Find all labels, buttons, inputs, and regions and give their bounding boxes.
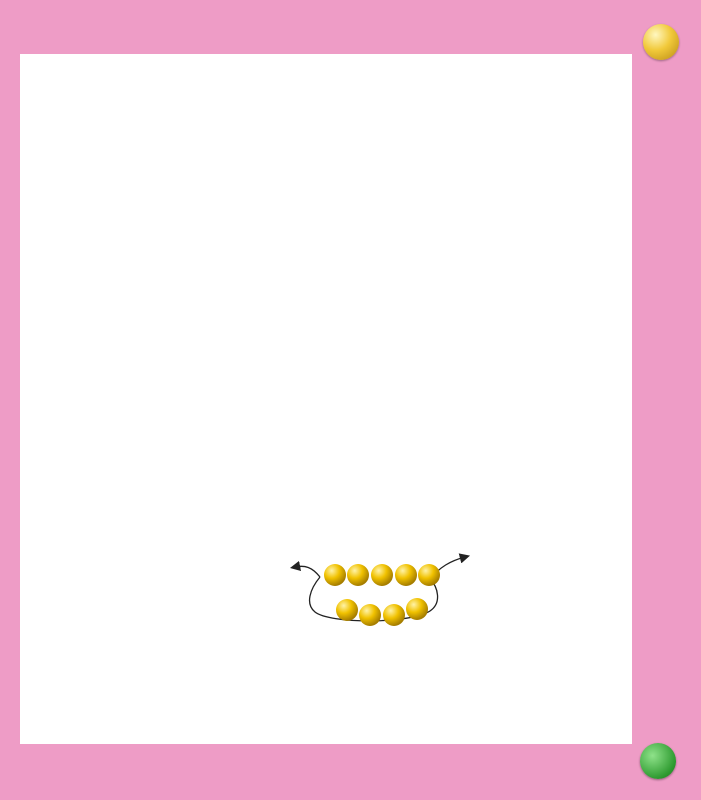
page-content: [20, 54, 632, 744]
top-row-beads: [324, 564, 440, 586]
gold-bead-corner-icon: [643, 24, 679, 60]
bottom-row-beads: [336, 598, 428, 626]
right-bead-border: [640, 60, 680, 750]
bead-weaving-figure: [290, 549, 490, 639]
page-number-badge: [640, 743, 676, 779]
bottom-bead-border: [0, 744, 640, 786]
